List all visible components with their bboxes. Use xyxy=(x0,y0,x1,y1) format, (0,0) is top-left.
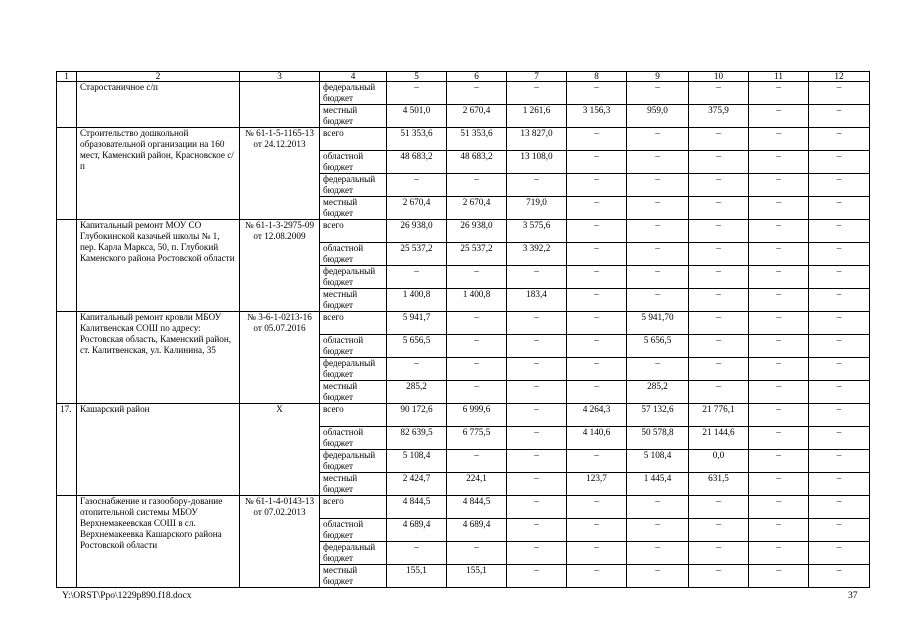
amount-cell: – xyxy=(567,565,627,588)
amount-cell: 25 537,2 xyxy=(387,243,447,266)
amount-cell: – xyxy=(809,473,870,496)
amount-cell: – xyxy=(567,174,627,197)
funding-source: федеральный бюджет xyxy=(320,82,387,105)
amount-cell: – xyxy=(689,358,749,381)
amount-cell: – xyxy=(507,542,567,565)
amount-cell: 155,1 xyxy=(447,565,507,588)
amount-cell: – xyxy=(749,220,809,243)
amount-cell: – xyxy=(809,312,870,335)
column-header: 4 xyxy=(320,72,387,82)
amount-cell: 959,0 xyxy=(627,105,689,128)
funding-source: местный бюджет xyxy=(320,289,387,312)
amount-cell: – xyxy=(689,381,749,404)
amount-cell: 375,9 xyxy=(689,105,749,128)
amount-cell: – xyxy=(627,565,689,588)
amount-cell: – xyxy=(627,542,689,565)
funding-source: областной бюджет xyxy=(320,335,387,358)
amount-cell: – xyxy=(749,289,809,312)
amount-cell: – xyxy=(809,381,870,404)
amount-cell: – xyxy=(689,82,749,105)
amount-cell: – xyxy=(507,381,567,404)
amount-cell: – xyxy=(507,174,567,197)
amount-cell: – xyxy=(809,220,870,243)
amount-cell: 26 938,0 xyxy=(447,220,507,243)
row-number: 17. xyxy=(57,404,77,496)
amount-cell: – xyxy=(689,519,749,542)
amount-cell: – xyxy=(689,565,749,588)
amount-cell: – xyxy=(689,197,749,220)
amount-cell: 5 656,5 xyxy=(627,335,689,358)
amount-cell: 13 827,0 xyxy=(507,128,567,151)
row-number xyxy=(57,496,77,588)
amount-cell: – xyxy=(809,197,870,220)
amount-cell: – xyxy=(387,542,447,565)
amount-cell: – xyxy=(507,473,567,496)
page-number: 37 xyxy=(848,591,858,601)
amount-cell: 5 941,7 xyxy=(387,312,447,335)
funding-source: всего xyxy=(320,220,387,243)
funding-source: всего xyxy=(320,128,387,151)
amount-cell: – xyxy=(387,174,447,197)
funding-source: федеральный бюджет xyxy=(320,266,387,289)
column-header: 11 xyxy=(749,72,809,82)
amount-cell: 25 537,2 xyxy=(447,243,507,266)
amount-cell: – xyxy=(809,174,870,197)
table-row xyxy=(57,82,870,105)
amount-cell: – xyxy=(567,496,627,519)
amount-cell: 13 108,0 xyxy=(507,151,567,174)
amount-cell: – xyxy=(627,243,689,266)
file-path: Y:\ORST\Ppo\1229p890.f18.docx xyxy=(62,591,192,601)
funding-source: федеральный бюджет xyxy=(320,542,387,565)
amount-cell: 631,5 xyxy=(689,473,749,496)
amount-cell: 1 445,4 xyxy=(627,473,689,496)
amount-cell: – xyxy=(809,151,870,174)
amount-cell: – xyxy=(749,243,809,266)
amount-cell: 57 132,6 xyxy=(627,404,689,427)
document-ref: № 61-1-4-0143-13 от 07.02.2013 xyxy=(240,496,320,588)
amount-cell: 5 941,70 xyxy=(627,312,689,335)
amount-cell: – xyxy=(689,335,749,358)
amount-cell: – xyxy=(507,496,567,519)
amount-cell: 2 670,4 xyxy=(387,197,447,220)
amount-cell: 6 775,5 xyxy=(447,427,507,450)
amount-cell: – xyxy=(447,381,507,404)
amount-cell: 155,1 xyxy=(387,565,447,588)
amount-cell: 48 683,2 xyxy=(387,151,447,174)
amount-cell: – xyxy=(447,82,507,105)
amount-cell: 285,2 xyxy=(387,381,447,404)
amount-cell: – xyxy=(809,519,870,542)
amount-cell: 6 999,6 xyxy=(447,404,507,427)
amount-cell: 90 172,6 xyxy=(387,404,447,427)
funding-source: областной бюджет xyxy=(320,519,387,542)
amount-cell: – xyxy=(507,565,567,588)
object-name: Газоснабжение и газообору-дование отопительной системы МБОУ Верхнемакеевская СОШ в сл. Верхнемакеевка Кашарского района Ростовской области xyxy=(77,496,240,588)
amount-cell: 0,0 xyxy=(689,450,749,473)
amount-cell: – xyxy=(567,381,627,404)
amount-cell: – xyxy=(749,473,809,496)
amount-cell: 3 392,2 xyxy=(507,243,567,266)
document-ref: № 3-6-1-0213-16 от 05.07.2016 xyxy=(240,312,320,404)
amount-cell: – xyxy=(567,450,627,473)
amount-cell: 183,4 xyxy=(507,289,567,312)
amount-cell: – xyxy=(387,358,447,381)
amount-cell: 48 683,2 xyxy=(447,151,507,174)
amount-cell: – xyxy=(567,358,627,381)
amount-cell: – xyxy=(809,266,870,289)
amount-cell: 51 353,6 xyxy=(447,128,507,151)
column-header: 1 xyxy=(57,72,77,82)
amount-cell: – xyxy=(689,220,749,243)
amount-cell: 285,2 xyxy=(627,381,689,404)
amount-cell: – xyxy=(689,266,749,289)
amount-cell: – xyxy=(627,128,689,151)
amount-cell: 2 670,4 xyxy=(447,105,507,128)
amount-cell: – xyxy=(447,335,507,358)
amount-cell: 50 578,8 xyxy=(627,427,689,450)
funding-source: федеральный бюджет xyxy=(320,358,387,381)
amount-cell: – xyxy=(749,335,809,358)
amount-cell: – xyxy=(627,358,689,381)
column-header: 7 xyxy=(507,72,567,82)
column-header: 2 xyxy=(77,72,240,82)
amount-cell: 3 156,3 xyxy=(567,105,627,128)
object-name: Строительство дошкольной образовательной организации на 160 мест, Каменский район, Красновское с/п xyxy=(77,128,240,220)
funding-source: областной бюджет xyxy=(320,151,387,174)
amount-cell: – xyxy=(387,266,447,289)
amount-cell: – xyxy=(567,151,627,174)
funding-source: областной бюджет xyxy=(320,243,387,266)
document-ref: № 61-1-3-2975-09 от 12.08.2009 xyxy=(240,220,320,312)
amount-cell: 21 776,1 xyxy=(689,404,749,427)
column-header: 12 xyxy=(809,72,870,82)
amount-cell: 5 108,4 xyxy=(387,450,447,473)
column-header: 9 xyxy=(627,72,689,82)
funding-source: местный бюджет xyxy=(320,565,387,588)
amount-cell: – xyxy=(447,266,507,289)
amount-cell: – xyxy=(447,542,507,565)
amount-cell: – xyxy=(627,266,689,289)
amount-cell: 1 400,8 xyxy=(387,289,447,312)
amount-cell: – xyxy=(567,312,627,335)
amount-cell: – xyxy=(567,82,627,105)
object-name: Капитальный ремонт кровли МБОУ Калитвенская СОШ по адресу: Ростовская область, Каменский район, ст. Калитвенская, ул. Калинина, 35 xyxy=(77,312,240,404)
amount-cell: – xyxy=(507,404,567,427)
amount-cell: – xyxy=(689,542,749,565)
amount-cell: – xyxy=(749,404,809,427)
amount-cell: 224,1 xyxy=(447,473,507,496)
amount-cell: – xyxy=(627,220,689,243)
amount-cell: – xyxy=(809,496,870,519)
amount-cell: – xyxy=(689,289,749,312)
amount-cell: – xyxy=(507,450,567,473)
header-row xyxy=(57,72,870,82)
amount-cell: 51 353,6 xyxy=(387,128,447,151)
amount-cell: 21 144,6 xyxy=(689,427,749,450)
amount-cell: – xyxy=(749,266,809,289)
funding-source: местный бюджет xyxy=(320,105,387,128)
amount-cell: 4 140,6 xyxy=(567,427,627,450)
document-ref xyxy=(240,82,320,128)
amount-cell: – xyxy=(809,358,870,381)
funding-source: всего xyxy=(320,496,387,519)
amount-cell: – xyxy=(809,450,870,473)
amount-cell: – xyxy=(689,312,749,335)
column-header: 3 xyxy=(240,72,320,82)
amount-cell: – xyxy=(809,128,870,151)
amount-cell: – xyxy=(567,266,627,289)
amount-cell: – xyxy=(809,82,870,105)
amount-cell: – xyxy=(749,197,809,220)
table-body xyxy=(57,72,870,588)
amount-cell: – xyxy=(507,427,567,450)
amount-cell: 4 844,5 xyxy=(447,496,507,519)
amount-cell: 1 261,6 xyxy=(507,105,567,128)
amount-cell: 4 844,5 xyxy=(387,496,447,519)
amount-cell: – xyxy=(749,105,809,128)
amount-cell: – xyxy=(749,496,809,519)
amount-cell: 123,7 xyxy=(567,473,627,496)
amount-cell: 3 575,6 xyxy=(507,220,567,243)
amount-cell: – xyxy=(809,335,870,358)
amount-cell: – xyxy=(689,128,749,151)
amount-cell: – xyxy=(567,128,627,151)
amount-cell: – xyxy=(627,496,689,519)
table-row xyxy=(57,496,870,519)
amount-cell: – xyxy=(627,197,689,220)
column-header: 8 xyxy=(567,72,627,82)
amount-cell: – xyxy=(507,358,567,381)
column-header: 6 xyxy=(447,72,507,82)
amount-cell: – xyxy=(749,381,809,404)
object-name: Капитальный ремонт МОУ СО Глубокинской казачьей школы № 1, пер. Карла Маркса, 50, п. Глубокий Каменского района Ростовской области xyxy=(77,220,240,312)
object-name: Старостаничное с/п xyxy=(77,82,240,128)
funding-source: всего xyxy=(320,312,387,335)
amount-cell: – xyxy=(689,243,749,266)
amount-cell: – xyxy=(689,174,749,197)
amount-cell: – xyxy=(749,427,809,450)
amount-cell: – xyxy=(567,289,627,312)
amount-cell: – xyxy=(749,565,809,588)
amount-cell: 4 689,4 xyxy=(387,519,447,542)
amount-cell: – xyxy=(627,519,689,542)
amount-cell: – xyxy=(749,450,809,473)
amount-cell: – xyxy=(507,519,567,542)
amount-cell: 4 501,0 xyxy=(387,105,447,128)
amount-cell: 5 656,5 xyxy=(387,335,447,358)
amount-cell: – xyxy=(567,542,627,565)
amount-cell: – xyxy=(627,151,689,174)
amount-cell: – xyxy=(809,243,870,266)
amount-cell: 4 689,4 xyxy=(447,519,507,542)
document-ref: Х xyxy=(240,404,320,496)
funding-source: федеральный бюджет xyxy=(320,450,387,473)
amount-cell: – xyxy=(749,358,809,381)
amount-cell: – xyxy=(749,82,809,105)
table-row xyxy=(57,404,870,427)
amount-cell: – xyxy=(809,427,870,450)
amount-cell: – xyxy=(809,105,870,128)
amount-cell: – xyxy=(749,519,809,542)
funding-table xyxy=(56,71,870,588)
table-row xyxy=(57,312,870,335)
amount-cell: – xyxy=(387,82,447,105)
amount-cell: – xyxy=(567,220,627,243)
amount-cell: 2 670,4 xyxy=(447,197,507,220)
amount-cell: – xyxy=(749,128,809,151)
row-number xyxy=(57,220,77,312)
amount-cell: – xyxy=(507,82,567,105)
amount-cell: – xyxy=(507,312,567,335)
table-row xyxy=(57,220,870,243)
amount-cell: – xyxy=(627,82,689,105)
funding-source: местный бюджет xyxy=(320,381,387,404)
amount-cell: – xyxy=(749,151,809,174)
amount-cell: 4 264,3 xyxy=(567,404,627,427)
amount-cell: 2 424,7 xyxy=(387,473,447,496)
row-number xyxy=(57,312,77,404)
amount-cell: 5 108,4 xyxy=(627,450,689,473)
funding-source: федеральный бюджет xyxy=(320,174,387,197)
object-name: Кашарский район xyxy=(77,404,240,496)
funding-source: областной бюджет xyxy=(320,427,387,450)
amount-cell: – xyxy=(689,151,749,174)
amount-cell: – xyxy=(447,174,507,197)
amount-cell: – xyxy=(567,243,627,266)
amount-cell: – xyxy=(447,450,507,473)
amount-cell: – xyxy=(447,312,507,335)
amount-cell: – xyxy=(627,289,689,312)
amount-cell: – xyxy=(809,542,870,565)
amount-cell: – xyxy=(507,266,567,289)
amount-cell: – xyxy=(749,542,809,565)
amount-cell: 719,0 xyxy=(507,197,567,220)
amount-cell: – xyxy=(447,358,507,381)
table-row xyxy=(57,128,870,151)
amount-cell: 26 938,0 xyxy=(387,220,447,243)
column-header: 5 xyxy=(387,72,447,82)
amount-cell: – xyxy=(567,519,627,542)
column-header: 10 xyxy=(689,72,749,82)
amount-cell: – xyxy=(809,565,870,588)
row-number xyxy=(57,128,77,220)
row-number xyxy=(57,82,77,128)
amount-cell: – xyxy=(749,174,809,197)
amount-cell: – xyxy=(567,335,627,358)
funding-source: всего xyxy=(320,404,387,427)
amount-cell: – xyxy=(689,496,749,519)
funding-source: местный бюджет xyxy=(320,473,387,496)
amount-cell: – xyxy=(809,289,870,312)
amount-cell: – xyxy=(749,312,809,335)
document-ref: № 61-1-5-1165-13 от 24.12.2013 xyxy=(240,128,320,220)
amount-cell: – xyxy=(809,404,870,427)
amount-cell: – xyxy=(627,174,689,197)
funding-source: местный бюджет xyxy=(320,197,387,220)
amount-cell: 82 639,5 xyxy=(387,427,447,450)
amount-cell: 1 400,8 xyxy=(447,289,507,312)
amount-cell: – xyxy=(507,335,567,358)
amount-cell: – xyxy=(567,197,627,220)
